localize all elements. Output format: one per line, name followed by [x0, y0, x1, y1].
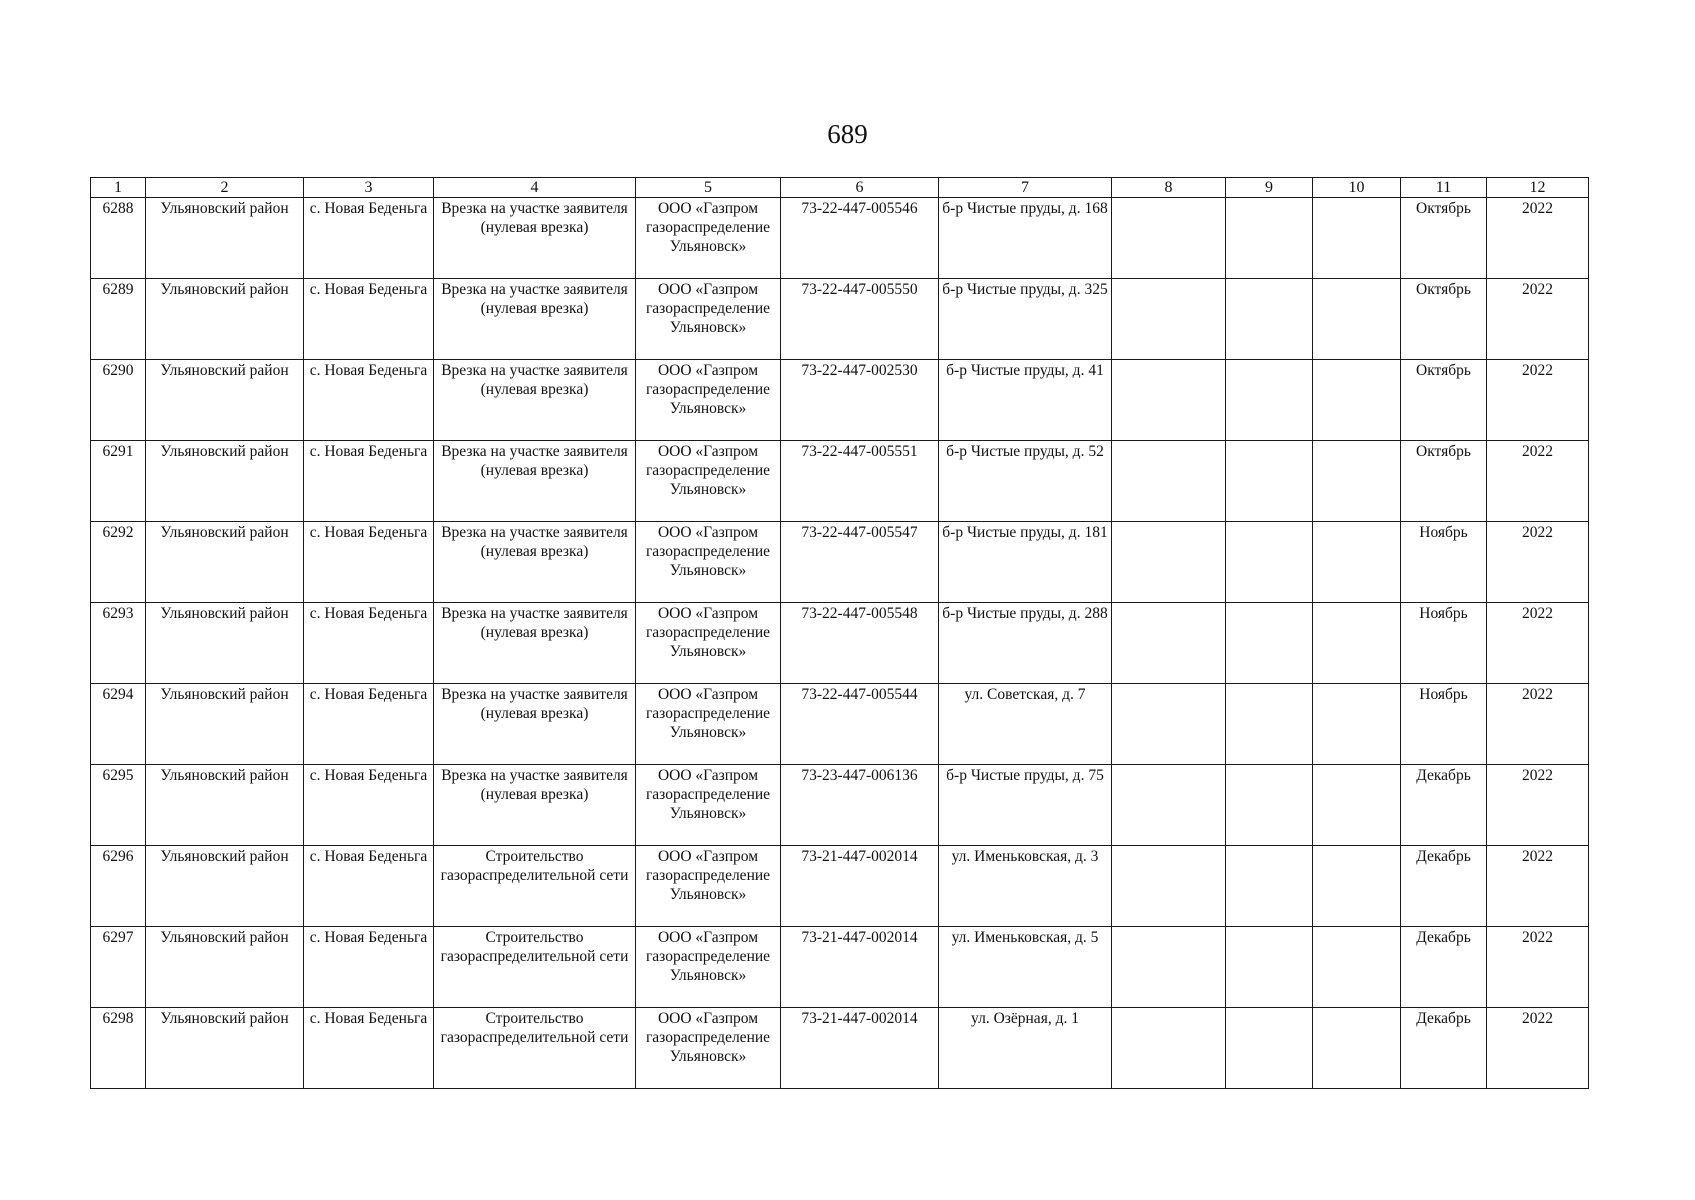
table-row [91, 522, 1589, 603]
organization-cell: ООО «Газпром газораспределение Ульяновск» [636, 360, 781, 441]
work-type-cell: Врезка на участке заявителя (нулевая врезка) [434, 522, 636, 603]
organization-cell: ООО «Газпром газораспределение Ульяновск» [636, 927, 781, 1008]
address-cell: б-р Чистые пруды, д. 75 [939, 765, 1112, 846]
column-9-cell [1226, 927, 1313, 1008]
column-9-cell [1226, 765, 1313, 846]
address-cell: ул. Советская, д. 7 [939, 684, 1112, 765]
row-number-cell: 6296 [91, 846, 146, 927]
object-code-cell: 73-22-447-005546 [781, 198, 939, 279]
row-number-cell: 6298 [91, 1008, 146, 1089]
district-cell: Ульяновский район [146, 522, 304, 603]
work-type-cell: Врезка на участке заявителя (нулевая врезка) [434, 441, 636, 522]
object-code-cell: 73-22-447-002530 [781, 360, 939, 441]
column-header: 11 [1401, 178, 1487, 198]
table-row [91, 765, 1589, 846]
row-number-cell: 6288 [91, 198, 146, 279]
month-cell: Ноябрь [1401, 603, 1487, 684]
month-cell: Декабрь [1401, 1008, 1487, 1089]
column-9-cell [1226, 846, 1313, 927]
year-cell: 2022 [1487, 441, 1589, 522]
column-header: 3 [304, 178, 434, 198]
row-number-cell: 6291 [91, 441, 146, 522]
column-8-cell [1112, 1008, 1226, 1089]
column-header: 12 [1487, 178, 1589, 198]
column-header: 9 [1226, 178, 1313, 198]
column-10-cell [1313, 198, 1401, 279]
column-header: 8 [1112, 178, 1226, 198]
column-10-cell [1313, 279, 1401, 360]
month-cell: Октябрь [1401, 279, 1487, 360]
column-10-cell [1313, 684, 1401, 765]
organization-cell: ООО «Газпром газораспределение Ульяновск» [636, 279, 781, 360]
column-9-cell [1226, 603, 1313, 684]
organization-cell: ООО «Газпром газораспределение Ульяновск» [636, 603, 781, 684]
table-row [91, 360, 1589, 441]
work-type-cell: Врезка на участке заявителя (нулевая врезка) [434, 603, 636, 684]
column-10-cell [1313, 927, 1401, 1008]
column-header: 7 [939, 178, 1112, 198]
district-cell: Ульяновский район [146, 603, 304, 684]
row-number-cell: 6292 [91, 522, 146, 603]
page-number: 689 [827, 119, 868, 149]
address-cell: б-р Чистые пруды, д. 325 [939, 279, 1112, 360]
address-cell: ул. Именьковская, д. 5 [939, 927, 1112, 1008]
locality-cell: с. Новая Беденьга [304, 360, 434, 441]
document-table-wrapper [90, 177, 1588, 1089]
object-code-cell: 73-22-447-005547 [781, 522, 939, 603]
district-cell: Ульяновский район [146, 279, 304, 360]
table-body [91, 198, 1589, 1089]
district-cell: Ульяновский район [146, 360, 304, 441]
column-10-cell [1313, 441, 1401, 522]
row-number-cell: 6290 [91, 360, 146, 441]
column-8-cell [1112, 198, 1226, 279]
locality-cell: с. Новая Беденьга [304, 684, 434, 765]
address-cell: ул. Именьковская, д. 3 [939, 846, 1112, 927]
table-row [91, 603, 1589, 684]
header-row [91, 178, 1589, 198]
month-cell: Октябрь [1401, 360, 1487, 441]
object-code-cell: 73-22-447-005551 [781, 441, 939, 522]
locality-cell: с. Новая Беденьга [304, 1008, 434, 1089]
table-row [91, 1008, 1589, 1089]
object-code-cell: 73-22-447-005550 [781, 279, 939, 360]
column-header: 2 [146, 178, 304, 198]
locality-cell: с. Новая Беденьга [304, 522, 434, 603]
locality-cell: с. Новая Беденьга [304, 441, 434, 522]
district-cell: Ульяновский район [146, 441, 304, 522]
column-8-cell [1112, 846, 1226, 927]
row-number-cell: 6297 [91, 927, 146, 1008]
work-type-cell: Врезка на участке заявителя (нулевая врезка) [434, 765, 636, 846]
address-cell: б-р Чистые пруды, д. 41 [939, 360, 1112, 441]
organization-cell: ООО «Газпром газораспределение Ульяновск» [636, 765, 781, 846]
organization-cell: ООО «Газпром газораспределение Ульяновск» [636, 441, 781, 522]
work-type-cell: Строительство газораспределительной сети [434, 846, 636, 927]
locality-cell: с. Новая Беденьга [304, 765, 434, 846]
district-cell: Ульяновский район [146, 765, 304, 846]
row-number-cell: 6289 [91, 279, 146, 360]
column-10-cell [1313, 1008, 1401, 1089]
work-type-cell: Врезка на участке заявителя (нулевая врезка) [434, 198, 636, 279]
locality-cell: с. Новая Беденьга [304, 603, 434, 684]
object-code-cell: 73-21-447-002014 [781, 1008, 939, 1089]
district-cell: Ульяновский район [146, 684, 304, 765]
locality-cell: с. Новая Беденьга [304, 198, 434, 279]
month-cell: Октябрь [1401, 198, 1487, 279]
year-cell: 2022 [1487, 360, 1589, 441]
object-code-cell: 73-21-447-002014 [781, 846, 939, 927]
organization-cell: ООО «Газпром газораспределение Ульяновск» [636, 522, 781, 603]
column-header: 10 [1313, 178, 1401, 198]
work-type-cell: Врезка на участке заявителя (нулевая врезка) [434, 684, 636, 765]
locality-cell: с. Новая Беденьга [304, 846, 434, 927]
district-cell: Ульяновский район [146, 846, 304, 927]
month-cell: Декабрь [1401, 765, 1487, 846]
address-cell: ул. Озёрная, д. 1 [939, 1008, 1112, 1089]
column-10-cell [1313, 522, 1401, 603]
work-type-cell: Врезка на участке заявителя (нулевая врезка) [434, 360, 636, 441]
table-row [91, 198, 1589, 279]
column-8-cell [1112, 279, 1226, 360]
column-9-cell [1226, 1008, 1313, 1089]
locality-cell: с. Новая Беденьга [304, 279, 434, 360]
column-9-cell [1226, 279, 1313, 360]
address-cell: б-р Чистые пруды, д. 52 [939, 441, 1112, 522]
month-cell: Ноябрь [1401, 522, 1487, 603]
table-row [91, 927, 1589, 1008]
work-type-cell: Строительство газораспределительной сети [434, 1008, 636, 1089]
district-cell: Ульяновский район [146, 927, 304, 1008]
work-type-cell: Строительство газораспределительной сети [434, 927, 636, 1008]
column-10-cell [1313, 603, 1401, 684]
column-header: 6 [781, 178, 939, 198]
year-cell: 2022 [1487, 279, 1589, 360]
year-cell: 2022 [1487, 684, 1589, 765]
column-10-cell [1313, 360, 1401, 441]
column-9-cell [1226, 360, 1313, 441]
organization-cell: ООО «Газпром газораспределение Ульяновск» [636, 846, 781, 927]
object-code-cell: 73-22-447-005548 [781, 603, 939, 684]
row-number-cell: 6294 [91, 684, 146, 765]
year-cell: 2022 [1487, 603, 1589, 684]
table-header [91, 178, 1589, 198]
address-cell: б-р Чистые пруды, д. 181 [939, 522, 1112, 603]
column-8-cell [1112, 927, 1226, 1008]
organization-cell: ООО «Газпром газораспределение Ульяновск» [636, 684, 781, 765]
organization-cell: ООО «Газпром газораспределение Ульяновск» [636, 198, 781, 279]
column-header: 1 [91, 178, 146, 198]
column-9-cell [1226, 441, 1313, 522]
object-code-cell: 73-23-447-006136 [781, 765, 939, 846]
month-cell: Декабрь [1401, 846, 1487, 927]
table-row [91, 846, 1589, 927]
work-type-cell: Врезка на участке заявителя (нулевая врезка) [434, 279, 636, 360]
locality-cell: с. Новая Беденьга [304, 927, 434, 1008]
year-cell: 2022 [1487, 522, 1589, 603]
column-9-cell [1226, 198, 1313, 279]
row-number-cell: 6295 [91, 765, 146, 846]
year-cell: 2022 [1487, 1008, 1589, 1089]
month-cell: Октябрь [1401, 441, 1487, 522]
column-8-cell [1112, 765, 1226, 846]
address-cell: б-р Чистые пруды, д. 288 [939, 603, 1112, 684]
table-row [91, 684, 1589, 765]
year-cell: 2022 [1487, 846, 1589, 927]
table-row [91, 279, 1589, 360]
column-8-cell [1112, 441, 1226, 522]
column-9-cell [1226, 522, 1313, 603]
column-8-cell [1112, 360, 1226, 441]
table-row [91, 441, 1589, 522]
row-number-cell: 6293 [91, 603, 146, 684]
district-cell: Ульяновский район [146, 198, 304, 279]
organization-cell: ООО «Газпром газораспределение Ульяновск» [636, 1008, 781, 1089]
object-code-cell: 73-21-447-002014 [781, 927, 939, 1008]
year-cell: 2022 [1487, 927, 1589, 1008]
district-cell: Ульяновский район [146, 1008, 304, 1089]
address-cell: б-р Чистые пруды, д. 168 [939, 198, 1112, 279]
column-10-cell [1313, 846, 1401, 927]
column-8-cell [1112, 522, 1226, 603]
column-8-cell [1112, 684, 1226, 765]
month-cell: Ноябрь [1401, 684, 1487, 765]
column-8-cell [1112, 603, 1226, 684]
column-header: 4 [434, 178, 636, 198]
year-cell: 2022 [1487, 198, 1589, 279]
year-cell: 2022 [1487, 765, 1589, 846]
object-code-cell: 73-22-447-005544 [781, 684, 939, 765]
column-10-cell [1313, 765, 1401, 846]
month-cell: Декабрь [1401, 927, 1487, 1008]
column-header: 5 [636, 178, 781, 198]
column-9-cell [1226, 684, 1313, 765]
document-table [90, 177, 1589, 1089]
